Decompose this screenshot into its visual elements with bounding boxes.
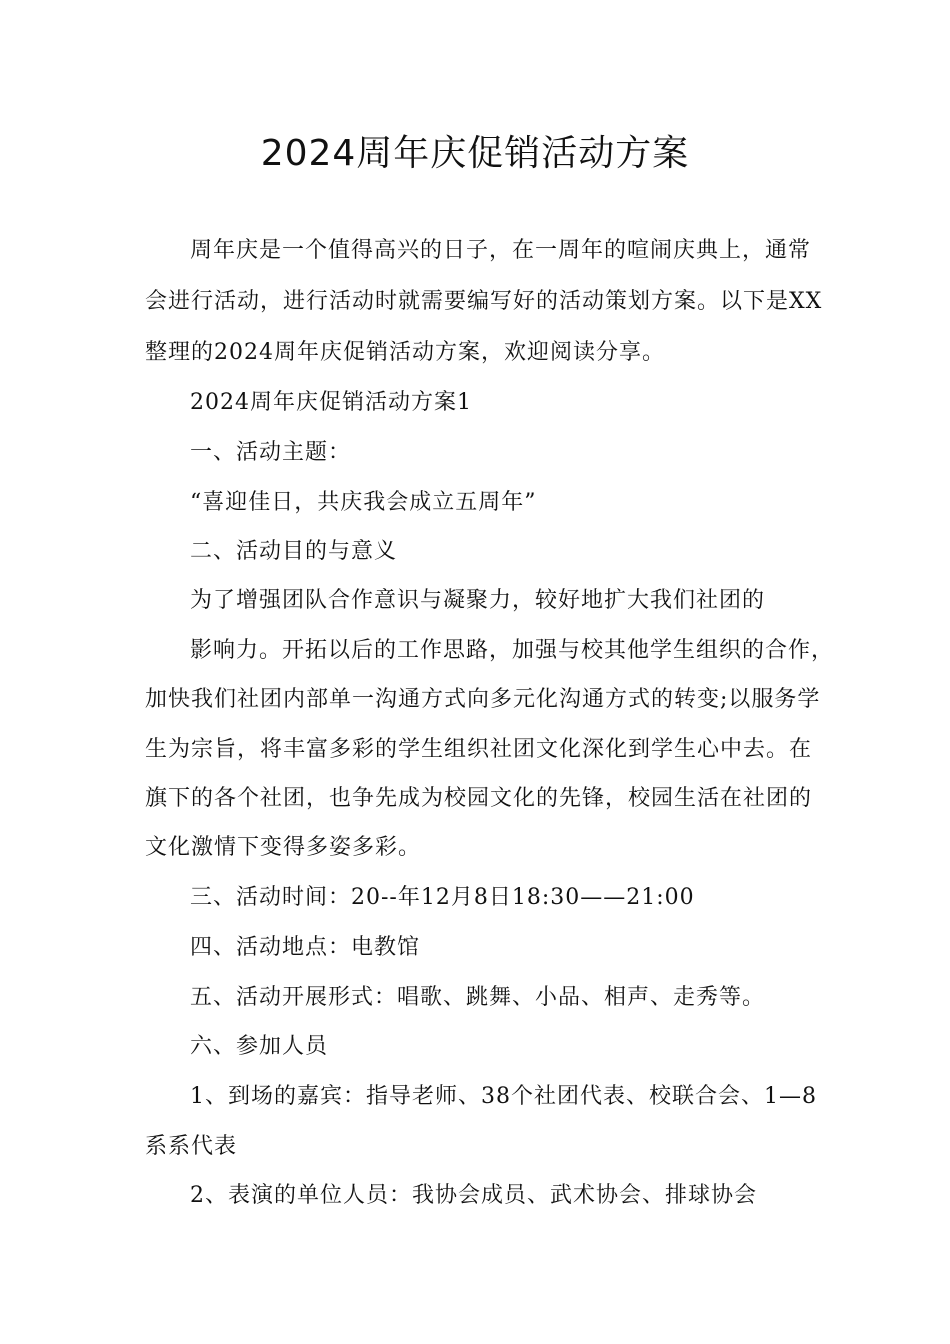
- theme-text: “喜迎佳日，共庆我会成立五周年”: [190, 490, 537, 515]
- intro-line: 周年庆是一个值得高兴的日子，在一周年的喧闹庆典上，通常: [190, 238, 812, 263]
- section-format: 五、活动开展形式：唱歌、跳舞、小品、相声、走秀等。: [190, 985, 766, 1010]
- section-heading: 六、参加人员: [190, 1034, 329, 1059]
- participant-line: 系系代表: [145, 1134, 238, 1159]
- section-heading: 二、活动目的与意义: [190, 539, 398, 564]
- plan-heading: 2024周年庆促销活动方案1: [190, 390, 472, 415]
- participant-line: 1、到场的嘉宾：指导老师、38个社团代表、校联合会、1—8: [190, 1084, 817, 1109]
- purpose-line: 影响力。开拓以后的工作思路，加强与校其他学生组织的合作，: [190, 638, 835, 663]
- section-heading: 一、活动主题：: [190, 440, 352, 465]
- purpose-line: 旗下的各个社团，也争先成为校园文化的先锋，校园生活在社团的: [145, 786, 813, 811]
- intro-line: 整理的2024周年庆促销活动方案，欢迎阅读分享。: [145, 340, 665, 365]
- purpose-line: 为了增强团队合作意识与凝聚力，较好地扩大我们社团的: [190, 588, 766, 613]
- purpose-line: 加快我们社团内部单一沟通方式向多元化沟通方式的转变;以服务学: [145, 687, 821, 712]
- document-title: 2024周年庆促销活动方案: [260, 133, 690, 174]
- participant-line: 2、表演的单位人员：我协会成员、武术协会、排球协会: [190, 1183, 757, 1208]
- intro-line: 会进行活动，进行活动时就需要编写好的活动策划方案。以下是XX: [145, 289, 823, 314]
- purpose-line: 文化激情下变得多姿多彩。: [145, 835, 422, 860]
- section-location: 四、活动地点：电教馆: [190, 935, 421, 960]
- purpose-line: 生为宗旨，将丰富多彩的学生组织社团文化深化到学生心中去。在: [145, 737, 813, 762]
- section-time: 三、活动时间：20--年12月8日18:30——21:00: [190, 885, 695, 910]
